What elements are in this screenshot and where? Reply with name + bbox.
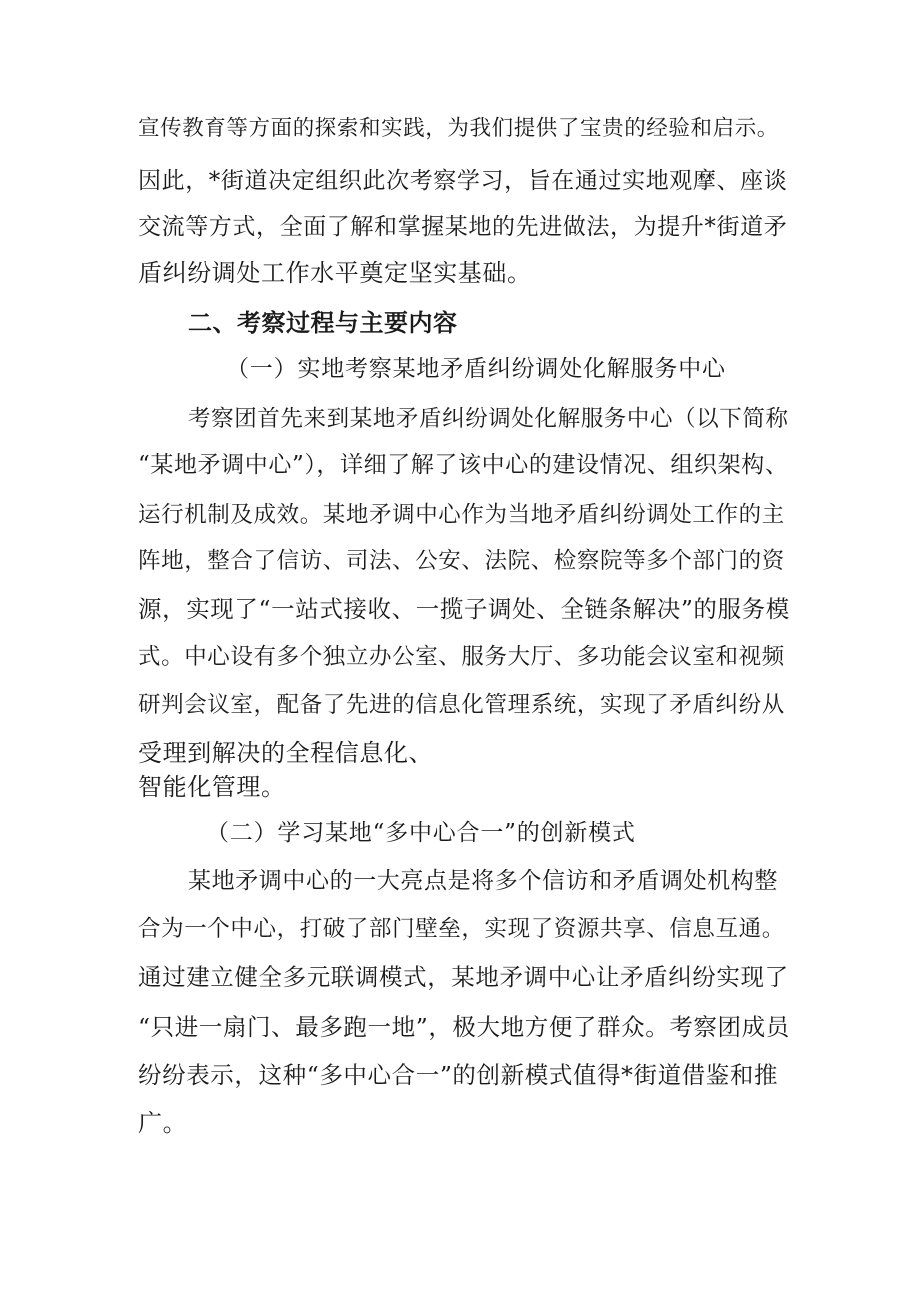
sub1-line-4: 阵地，整合了信访、司法、公安、法院、检察院等多个部门的资 bbox=[138, 548, 785, 574]
sub1-line-9: 智能化管理。 bbox=[138, 773, 286, 801]
intro-line-3: 交流等方式，全面了解和掌握某地的先进做法，为提升*街道矛 bbox=[138, 214, 788, 240]
sub2-line-5: 纷纷表示，这种“多中心合一”的创新模式值得*街道借鉴和推 bbox=[138, 1061, 779, 1089]
subsection-heading-2: （二）学习某地“多中心合一”的创新模式 bbox=[206, 820, 636, 846]
intro-line-2: 因此，*街道决定组织此次考察学习，旨在通过实地观摩、座谈 bbox=[138, 168, 788, 194]
sub2-line-2: 合为一个中心，打破了部门壁垒，实现了资源共享、信息互通。 bbox=[138, 916, 785, 942]
sub1-line-2: “某地矛调中心”），详细了解了该中心的建设情况、组织架构、 bbox=[138, 452, 789, 478]
sub2-line-6: 广。 bbox=[138, 1109, 188, 1137]
section-heading: 二、考察过程与主要内容 bbox=[188, 309, 458, 337]
sub1-line-3: 运行机制及成效。某地矛调中心作为当地矛盾纠纷调处工作的主 bbox=[138, 502, 785, 528]
sub2-line-1: 某地矛调中心的一大亮点是将多个信访和矛盾调处机构整 bbox=[188, 868, 778, 894]
sub1-line-8: 受理到解决的全程信息化、 bbox=[138, 739, 434, 767]
sub1-line-7: 研判会议室，配备了先进的信息化管理系统，实现了矛盾纠纷从 bbox=[138, 692, 785, 718]
sub1-line-6: 式。中心设有多个独立办公室、服务大厅、多功能会议室和视频 bbox=[138, 644, 785, 670]
sub2-line-3: 通过建立健全多元联调模式，某地矛调中心让矛盾纠纷实现了 bbox=[138, 963, 789, 991]
sub1-line-5: 源，实现了“一站式接收、一揽子调处、全链条解决”的服务模 bbox=[138, 595, 790, 623]
sub2-line-4: “只进一扇门、最多跑一地”，极大地方便了群众。考察团成员 bbox=[138, 1013, 790, 1041]
subsection-heading-1: （一）实地考察某地矛盾纠纷调处化解服务中心 bbox=[226, 356, 726, 382]
intro-line-4: 盾纠纷调处工作水平奠定坚实基础。 bbox=[138, 259, 532, 287]
intro-line-1: 宣传教育等方面的探索和实践，为我们提供了宝贵的经验和启示。 bbox=[138, 116, 779, 141]
sub1-line-1: 考察团首先来到某地矛盾纠纷调处化解服务中心（以下简称 bbox=[188, 406, 789, 432]
